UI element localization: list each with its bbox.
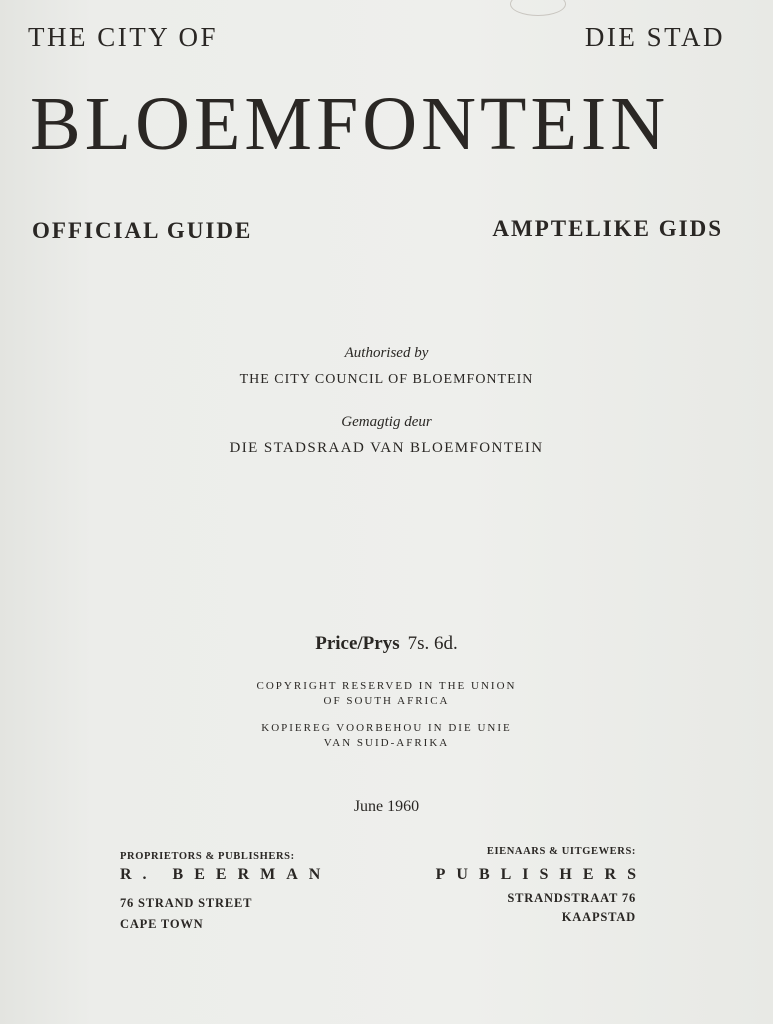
publisher-address-af-1: STRANDSTRAAT 76	[507, 891, 636, 905]
subtitle-left: OFFICIAL GUIDE	[32, 218, 253, 243]
copyright-en-1: COPYRIGHT RESERVED IN THE UNION	[256, 680, 517, 692]
city-title: BLOEMFONTEIN	[30, 82, 670, 166]
price-label: Price/Prys	[315, 633, 400, 654]
copyright-af-2: VAN SUID-AFRIKA	[323, 737, 450, 749]
authorised-label: Authorised by	[344, 345, 429, 361]
copyright-en-2: OF SOUTH AFRICA	[323, 695, 450, 707]
header-right: DIE STAD	[584, 22, 725, 52]
subtitle-right: AMPTELIKE GIDS	[492, 216, 723, 241]
copyright-af-1: KOPIEREG VOORBEHOU IN DIE UNIE	[261, 722, 512, 734]
publisher-address-en-1: 76 STRAND STREET	[120, 896, 253, 910]
publisher-label-en: PROPRIETORS & PUBLISHERS:	[120, 851, 295, 862]
publisher-address-en-2: CAPE TOWN	[120, 917, 204, 931]
price	[0, 633, 773, 655]
authorised-body: THE CITY COUNCIL OF BLOEMFONTEIN	[239, 372, 534, 387]
publisher-name-right: PUBLISHERS	[435, 866, 647, 883]
price-amount: 7s. 6d.	[407, 633, 458, 654]
gemagtig-body: DIE STADSRAAD VAN BLOEMFONTEIN	[229, 440, 544, 456]
publisher-name-left: R. BEERMAN	[120, 866, 332, 883]
header-left: THE CITY OF	[28, 22, 218, 52]
gemagtig-label: Gemagtig deur	[341, 414, 432, 430]
pencil-mark	[510, 0, 566, 16]
publisher-label-af: EIENAARS & UITGEWERS:	[486, 846, 636, 857]
publisher-address-af-2: KAAPSTAD	[561, 910, 636, 924]
publication-date: June 1960	[353, 798, 420, 815]
